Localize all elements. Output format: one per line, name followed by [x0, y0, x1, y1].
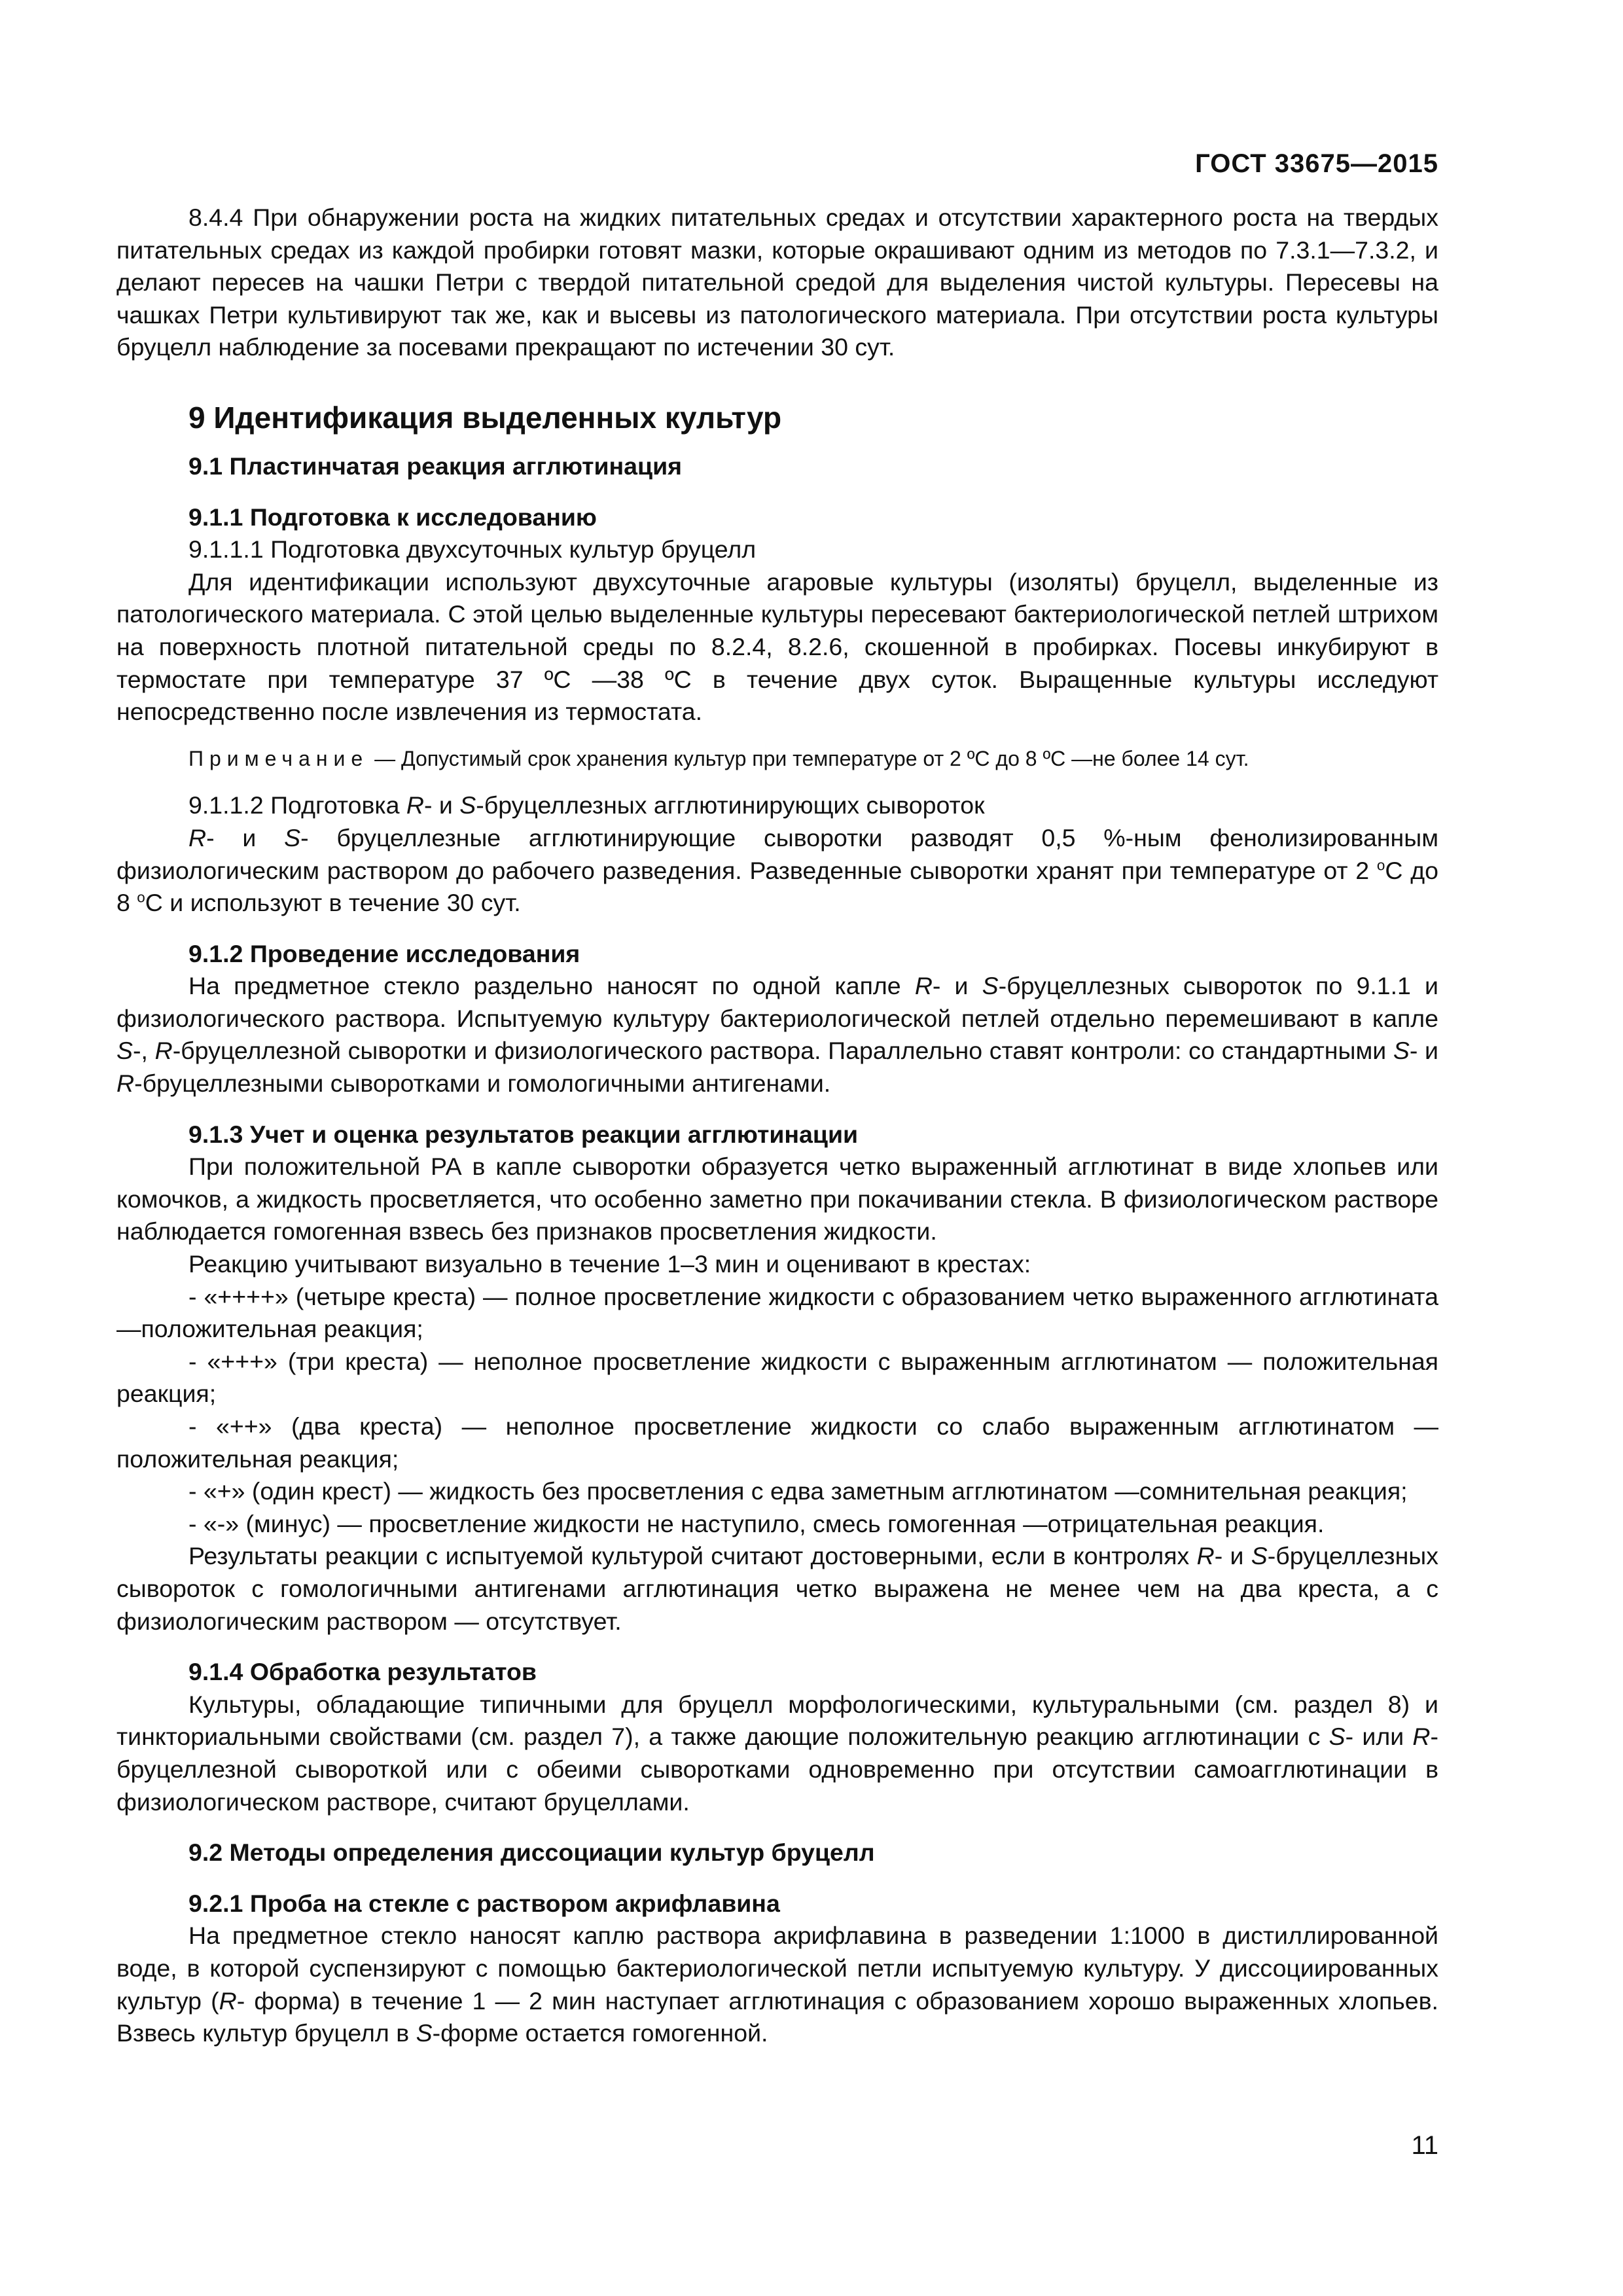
page-number: 11	[1411, 2131, 1438, 2160]
note-label: Примечание	[188, 746, 369, 770]
section-9-2-1-heading: 9.2.1 Проба на стекле с раствором акрифлавина	[188, 1889, 780, 1917]
section-9-1-heading: 9.1 Пластинчатая реакция агглютинация	[188, 452, 683, 480]
paragraph-9-1-3-c: Результаты реакции с испытуемой культурой считают достоверными, если в контролях R- и S-бруцеллезных сывороток с гомологичными антигенами агглютинация четко выражена не менее чем на два креста, а с физиологическим раствором — отсутствует.	[116, 1542, 1438, 1635]
note	[116, 743, 1438, 776]
list-item: - «++» (два креста) — неполное просветление жидкости со слабо выраженным агглютинатом — положительная реакция;	[116, 1412, 1438, 1473]
paragraph-9-1-3-b: Реакцию учитывают визуально в течение 1–3 мин и оценивают в крестах:	[188, 1250, 1031, 1278]
section-9-1-1-heading: 9.1.1 Подготовка к исследованию	[188, 503, 597, 531]
list-item: - «-» (минус) — просветление жидкости не наступило, смесь гомогенная —отрицательная реакция.	[188, 1509, 1325, 1537]
note-text: — Допустимый срок хранения культур при температуре от 2 ºС до 8 ºС —не более 14 сут.	[368, 746, 1249, 770]
paragraph-9-1-1-2: R- и S- бруцеллезные агглютинирующие сыворотки разводят 0,5 %-ным фенолизированным физиологическим раствором до рабочего разведения. Разведенные сыворотки хранят при температуре от 2 $^о$С до 8 $^о$С и используют в течение 30 сут.	[116, 823, 1438, 917]
paragraph-9-1-3-a: При положительной РА в капле сыворотки образуется четко выраженный агглютинат в виде хлопьев или комочков, а жидкость просветляется, что особенно заметно при покачивании стекла. В физиологическом растворе наблюдается гомогенная взвесь без признаков просветления жидкости.	[116, 1153, 1438, 1246]
section-9-1-1-2-heading: 9.1.1.2 Подготовка R- и S-бруцеллезных агглютинирующих сывороток	[188, 791, 985, 819]
list-item: - «+» (один крест) — жидкость без просветления с едва заметным агглютинатом —сомнительная реакция;	[188, 1477, 1408, 1505]
document-header: ГОСТ 33675—2015	[1195, 149, 1438, 178]
list-item: - «+++» (три креста) — неполное просветление жидкости с выраженным агглютинатом — положительная реакция;	[116, 1347, 1438, 1408]
paragraph-9-1-4: Культуры, обладающие типичными для бруцелл морфологическими, культуральными (см. раздел 8) и тинкториальными свойствами (см. раздел 7), а также дающие положительную реакцию агглютинации с S- или R-бруцеллезной сывороткой или с обеими сыворотками одновременно при отсутствии самоагглютинации в физиологическом растворе, считают бруцеллами.	[116, 1690, 1438, 1816]
paragraph-8-4-4: 8.4.4 При обнаружении роста на жидких питательных средах и отсутствии характерного роста на твердых питательных средах из каждой пробирки готовят мазки, которые окрашивают одним из методов по 7.3.1—7.3.2, и делают пересев на чашки Петри с твердой питательной средой для выделения чистой культуры. Пересевы на чашках Петри культивируют так же, как и высевы из патологического материала. При отсутствии роста культуры бруцелл наблюдение за посевами прекращают по истечении 30 сут.	[116, 204, 1438, 361]
section-9-heading: 9 Идентификация выделенных культур	[188, 400, 782, 435]
section-9-1-2-heading: 9.1.2 Проведение исследования	[188, 939, 580, 967]
section-9-1-3-heading: 9.1.3 Учет и оценка результатов реакции агглютинации	[188, 1120, 859, 1148]
document-body	[116, 202, 1438, 2050]
paragraph-9-2-1: На предметное стекло наносят каплю раствора акрифлавина в разведении 1:1000 в дистиллированной воде, в которой суспензируют с помощью бактериологической петли испытуемую культуру. У диссоциированных культур (R- форма) в течение 1 — 2 мин наступает агглютинация с образованием хорошо выраженных хлопьев. Взвесь культур бруцелл в S-форме остается гомогенной.	[116, 1922, 1438, 2047]
section-9-2-heading: 9.2 Методы определения диссоциации культур бруцелл	[188, 1839, 875, 1867]
paragraph-9-1-2: На предметное стекло раздельно наносят по одной капле R- и S-бруцеллезных сывороток по 9.1.1 и физиологического раствора. Испытуемую культуру бактериологической петлей отдельно перемешивают в капле S-, R-бруцеллезной сыворотки и физиологического раствора. Параллельно ставят контроли: со стандартными S- и R-бруцеллезными сыворотками и гомологичными антигенами.	[116, 972, 1438, 1098]
section-9-1-4-heading: 9.1.4 Обработка результатов	[188, 1658, 537, 1686]
list-item: - «++++» (четыре креста) — полное просветление жидкости с образованием четко выраженного агглютината —положительная реакция;	[116, 1282, 1438, 1343]
paragraph-9-1-1-1: Для идентификации используют двухсуточные агаровые культуры (изоляты) бруцелл, выделенные из патологического материала. С этой целью выделенные культуры пересевают бактериологической петлей штрихом на поверхность плотной питательной среды по 8.2.4, 8.2.6, скошенной в пробирках. Посевы инкубируют в термостате при температуре 37 ºС —38 ºС в течение двух суток. Выращенные культуры исследуют непосредственно после извлечения из термостата.	[116, 567, 1438, 726]
section-9-1-1-1-heading: 9.1.1.1 Подготовка двухсуточных культур бруцелл	[188, 535, 757, 564]
